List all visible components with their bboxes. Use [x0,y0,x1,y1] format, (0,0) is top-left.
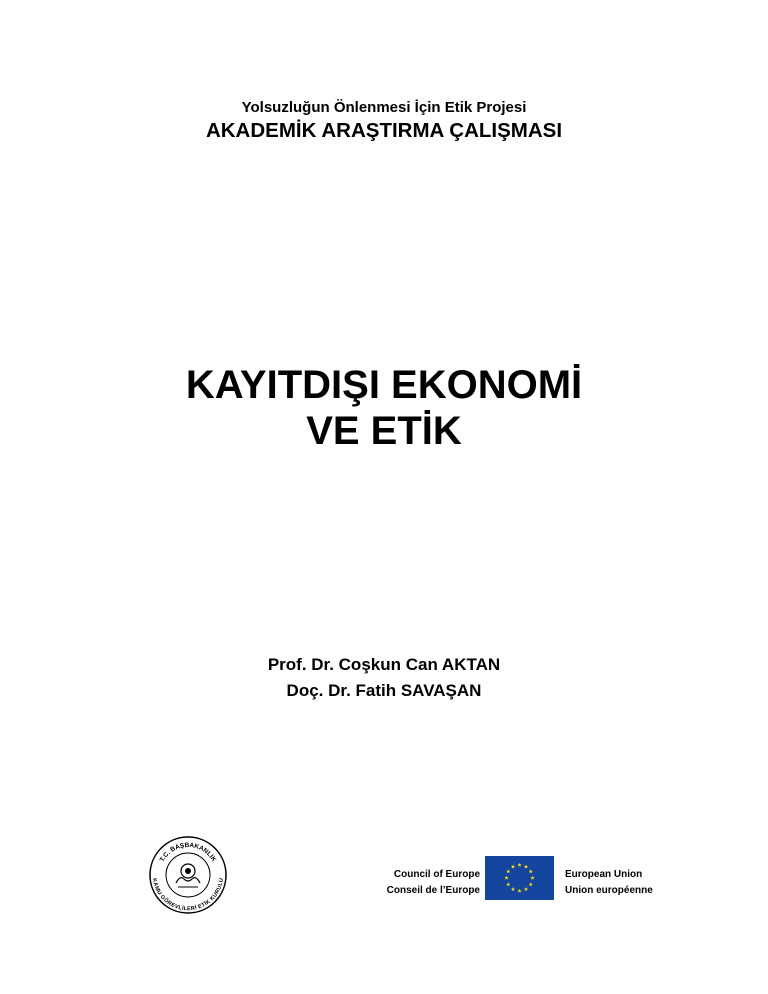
project-subtitle: Yolsuzluğun Önlenmesi İçin Etik Projesi [241,99,527,116]
document-title-line-2: VE ETİK [306,409,462,453]
author-name: Doç. Dr. Fatih SAVAŞAN [286,681,482,700]
european-union-label-fr: Union européenne [565,885,653,896]
seal-top-text: T.C. BAŞBAKANLIK [158,841,218,864]
author-name: Prof. Dr. Coşkun Can AKTAN [267,655,501,674]
eu-flag-background [485,856,554,900]
seal-bottom-text: KAMU GÖREVLİLERİ ETİK KURULU [150,877,226,913]
document-title [0,362,768,454]
council-of-europe-label-fr: Conseil de l’Europe [386,885,480,896]
european-union-label-en: European Union [565,869,643,880]
eu-flag-icon [485,856,554,900]
council-of-europe-label-en: Council of Europe [393,869,480,880]
document-title-line-1: KAYITDIŞI EKONOMİ [185,363,583,407]
project-heading: AKADEMİK ARAŞTIRMA ÇALIŞMASI [205,119,563,142]
ethics-board-seal-logo [148,835,228,915]
seal-emblem [176,864,200,887]
